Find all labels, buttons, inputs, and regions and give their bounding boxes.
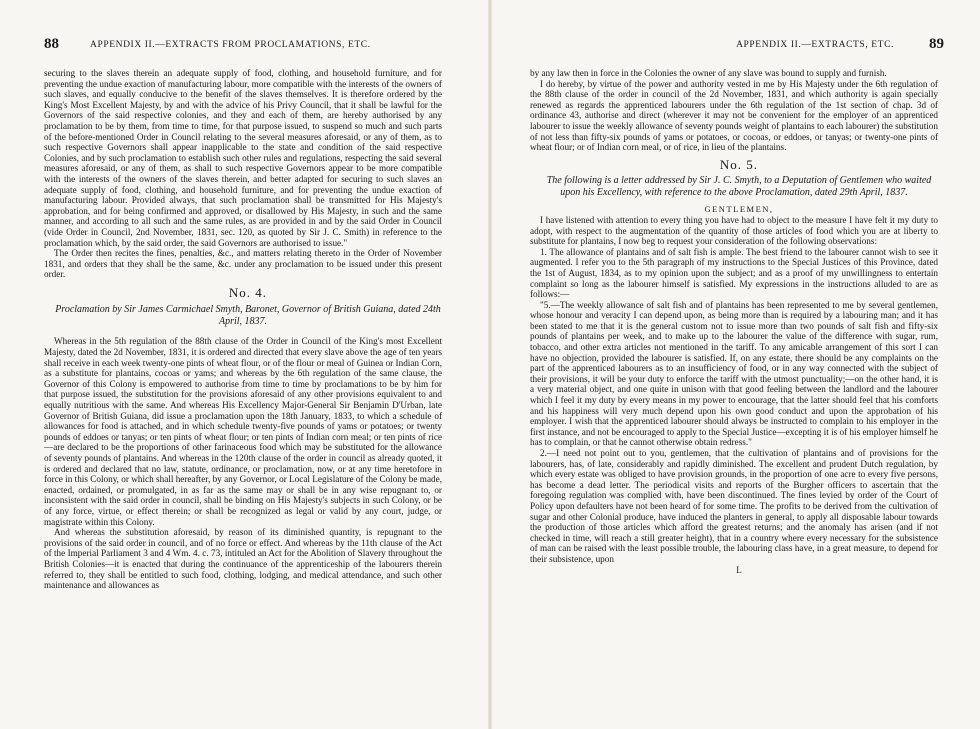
body-text bbox=[530, 68, 938, 575]
paragraph: 1. The allowance of plantains and of salt fish is ample. The best friend to the labourer cannot wish to see it augmented. I refer you to the 5th paragraph of my instructions to the Special Justices of this Province, dated the 1st of August, 1834, as to my opinion upon the subject; and as a proof of my unwillingness to entertain complaint so long as the labourer himself is satisfied. My expressions in the instructions alluded to are as follows:— bbox=[530, 246, 938, 300]
salutation: GENTLEMEN, bbox=[704, 204, 774, 215]
page-number: 88 bbox=[44, 36, 59, 52]
right-page bbox=[490, 0, 980, 729]
paragraph: Whereas in the 5th regulation of the 88th clause of the Order in Council of the King's most Excellent Majesty, dated the 2d November, 1831, it is ordered and directed that every slave above the age of ten years shall receive in each week twenty-one pints of wheat flour, or of the flour or meal of Guinea or Indian Corn, as a substitute for plantains, cocoas or yams; and whereas by the 6th regulation of the same clause, the Governor of this Colony is empowered to authorise from time to time by proclamations to be by him for that purpose issued, the substitution for the provisions aforesaid of any other provisions equivalent to and equally nutritious with the same. And whereas His Excellency Major-General Sir Benjamin D'Urban, late Governor of British Guiana, did issue a proclamation upon the 18th January, 1833, to which a schedule of allowances for food is attached, and in which schedule twenty-five pounds of yams or potatoes; or twenty pounds of eddoes or tanyas; or ten pints of wheat flour; or ten pints of Indian corn meal; or ten pints of rice—are declared to be the proportions of other farinaceous food which may be substituted for the allowance of seventy pounds of plantains. And whereas in the 120th clause of the order in council as already quoted, it is ordered and declared that no law, statute, ordinance, or proclamation, now, or at any time heretofore in force in this Colony, or which shall hereafter, by any Governor, or Local Legislature of the Colony be made, enacted, ordained, or promulgated, in as far as the same may or shall be in any wise repugnant to, or inconsistent with the said order in council, shall be binding on His Majesty's subjects in such Colony, or be of any force, virtue, or effect therein; or shall be recognized as legal or valid by any court, judge, or magistrate within this Colony. bbox=[44, 336, 442, 527]
section-heading: No. 5. bbox=[719, 156, 759, 172]
section-heading: No. 4. bbox=[228, 284, 268, 300]
paragraph: securing to the slaves therein an adequate supply of food, clothing, and household furniture, and for preventing the undue exaction of manufacturing labour, more compatible with the interests of the owners of such slaves, and equally conducive to the benefit of the slaves themselves. It is therefore ordered by the King's Most Excellent Majesty, by and with the advice of his Privy Council, that it shall be lawful for the Governors of the said respective colonies, and they and each of them, are hereby authorised by any proclamation to be by them, from time to time, for that purpose issued, to suspend so much and such parts of the before-mentioned Order in Council relating to the several measures aforesaid, or any of them, as to such respective Governors shall appear inapplicable to the state and condition of the said respective Colonies, and by such proclamation to establish such other rules and regulations, respecting the said several measures aforesaid, or any of them, as shall to such respective Governors appear to be more compatible with the interests of the owners of the slaves therein, and better adapted for securing to such slaves an adequate supply of food, clothing, and household furniture, and for preventing the undue exaction of manufacturing labour. Provided always, that such proclamation shall be transmitted for His Majesty's approbation, and for being confirmed and approved, or disallowed by His Majesty, in such and the same manner, and according to all such and the same rules, as are provided in and by the said Order in Council (vide Order in Council, 2nd November, 1831, sec. 120, as quoted by Sir J. C. Smith) in reference to the proclamation which, by the said order, the said Governors are authorised to issue." bbox=[44, 68, 442, 248]
running-header: APPENDIX II.—EXTRACTS, ETC. bbox=[736, 40, 894, 50]
letter-title: The following is a letter addressed by Sir J. C. Smyth, to a Deputation of Gentlemen who waited upon his Excellency, with reference to the above Proclamation, dated 29th April, 1837. bbox=[546, 175, 932, 199]
paragraph: 2.—I need not point out to you, gentlemen, that the cultivation of plantains and of provisions for the labourers, has, of late, considerably and rapidly diminished. The excellent and prudent Dutch regulation, by which every estate was obliged to have provision grounds, in the proportion of one acre to every five persons, has become a dead letter. The periodical visits and reports of the Burgher officers to ascertain that the foregoing regulation was complied with, have been discontinued. The fines levied by order of the Court of Policy upon defaulters have not been heard of for some time. The profits to be derived from the cultivation of sugar and other Colonial produce, have induced the planters in general, to apply all disposable labour towards the production of those articles which afford the greatest returns; and the anomaly has arisen (and if not checked in time, will reach a still greater height), that in a country where every necessary for the subsistence of man can be raised with the least possible trouble, the labouring class have, in a great measure, to depend for their subsistence, upon bbox=[530, 448, 938, 564]
paragraph: I do hereby, by virtue of the power and authority vested in me by His Majesty under the 6th regulation of the 88th clause of the order in council of the 2d November, 1831, and which authority is again specially renewed as regards the apprenticed labourers under the 6th regulation of the 1st section of chap. 3d of ordinance 43, authorise and direct (wherever it may not be convenient for the employer of an apprenticed labourer to issue the weekly allowance of seventy pounds weight of plantains to each labourer) the substitution of not less than fifty-six pounds of yams or potatoes, or cocoas, or eddoes, or tanyas; or twenty-one pints of wheat flour; or of Indian corn meal, or of rice, in lieu of the plantains. bbox=[530, 78, 938, 153]
paragraph: "5.—The weekly allowance of salt fish and of plantains has been represented to me by several gentlemen, whose honour and veracity I can depend upon, as being more than is required by a labouring man; and it has been stated to me that it is the general custom not to issue more than two pounds of salt fish and fifty-six pounds of plantains per week, and to make up to the labourer the value of the difference with sugar, rum, tobacco, and other extra articles not mentioned in the tariff. To any amicable arrangement of this sort I can have no objection, provided the labourer is satisfied. If, on any estate, there should be any complaints on the part of the apprenticed labourers as to an insufficiency of food, or in any way connected with the subject of their provisions, it will be your duty to enforce the tariff with the utmost punctuality;—on the other hand, it is a very material object, and one quite in unison with that good feeling between the landlord and the labourer which I feel it my duty by every means in my power to encourage, that the latter should feel that his comforts and his happiness will very much depend upon his own good conduct and upon the approbation of his employer. I wish that the apprenticed labourer should always be instructed to complain to his employer in the first instance, and not be encouraged to apply to the Special Justice—excepting it is of his employer himself he has to complain, or that he cannot otherwise obtain redress." bbox=[530, 299, 938, 448]
signature-mark: L bbox=[736, 564, 742, 575]
proclamation-title: Proclamation by Sir James Carmichael Smyth, Baronet, Governor of British Guiana, dated 24th April, 1837. bbox=[55, 304, 441, 328]
body-text bbox=[44, 68, 442, 591]
paragraph: by any law then in force in the Colonies the owner of any slave was bound to supply and furnish. bbox=[530, 68, 887, 78]
page-number: 89 bbox=[929, 36, 944, 52]
paragraph: And whereas the substitution aforesaid, by reason of its diminished quantity, is repugnant to the provisions of the said order in council, and of no force or effect. And whereas by the 11th clause of the Act of the Imperial Parliament 3 and 4 Wm. 4. c. 73, intituled an Act for the Abolition of Slavery throughout the British Colonies—it is enacted that during the continuance of the apprenticeship of the labourers therein referred to, they shall be entitled to such food, clothing, lodging, and medical attendance, and such other maintenance and allowances as bbox=[44, 527, 442, 591]
paragraph: I have listened with attention to every thing you have had to object to the measure I have felt it my duty to adopt, with respect to the augmentation of the quantity of those articles of food which you are at liberty to substitute for plantains, I now beg to request your consideration of the following observations: bbox=[530, 214, 938, 247]
paragraph: The Order then recites the fines, penalties, &c., and matters relating thereto in the Order of November 1831, and orders that they shall be the same, &c. under any proclamation to be issued under this present order. bbox=[44, 248, 442, 280]
running-header: APPENDIX II.—EXTRACTS FROM PROCLAMATIONS, ETC. bbox=[90, 40, 371, 50]
